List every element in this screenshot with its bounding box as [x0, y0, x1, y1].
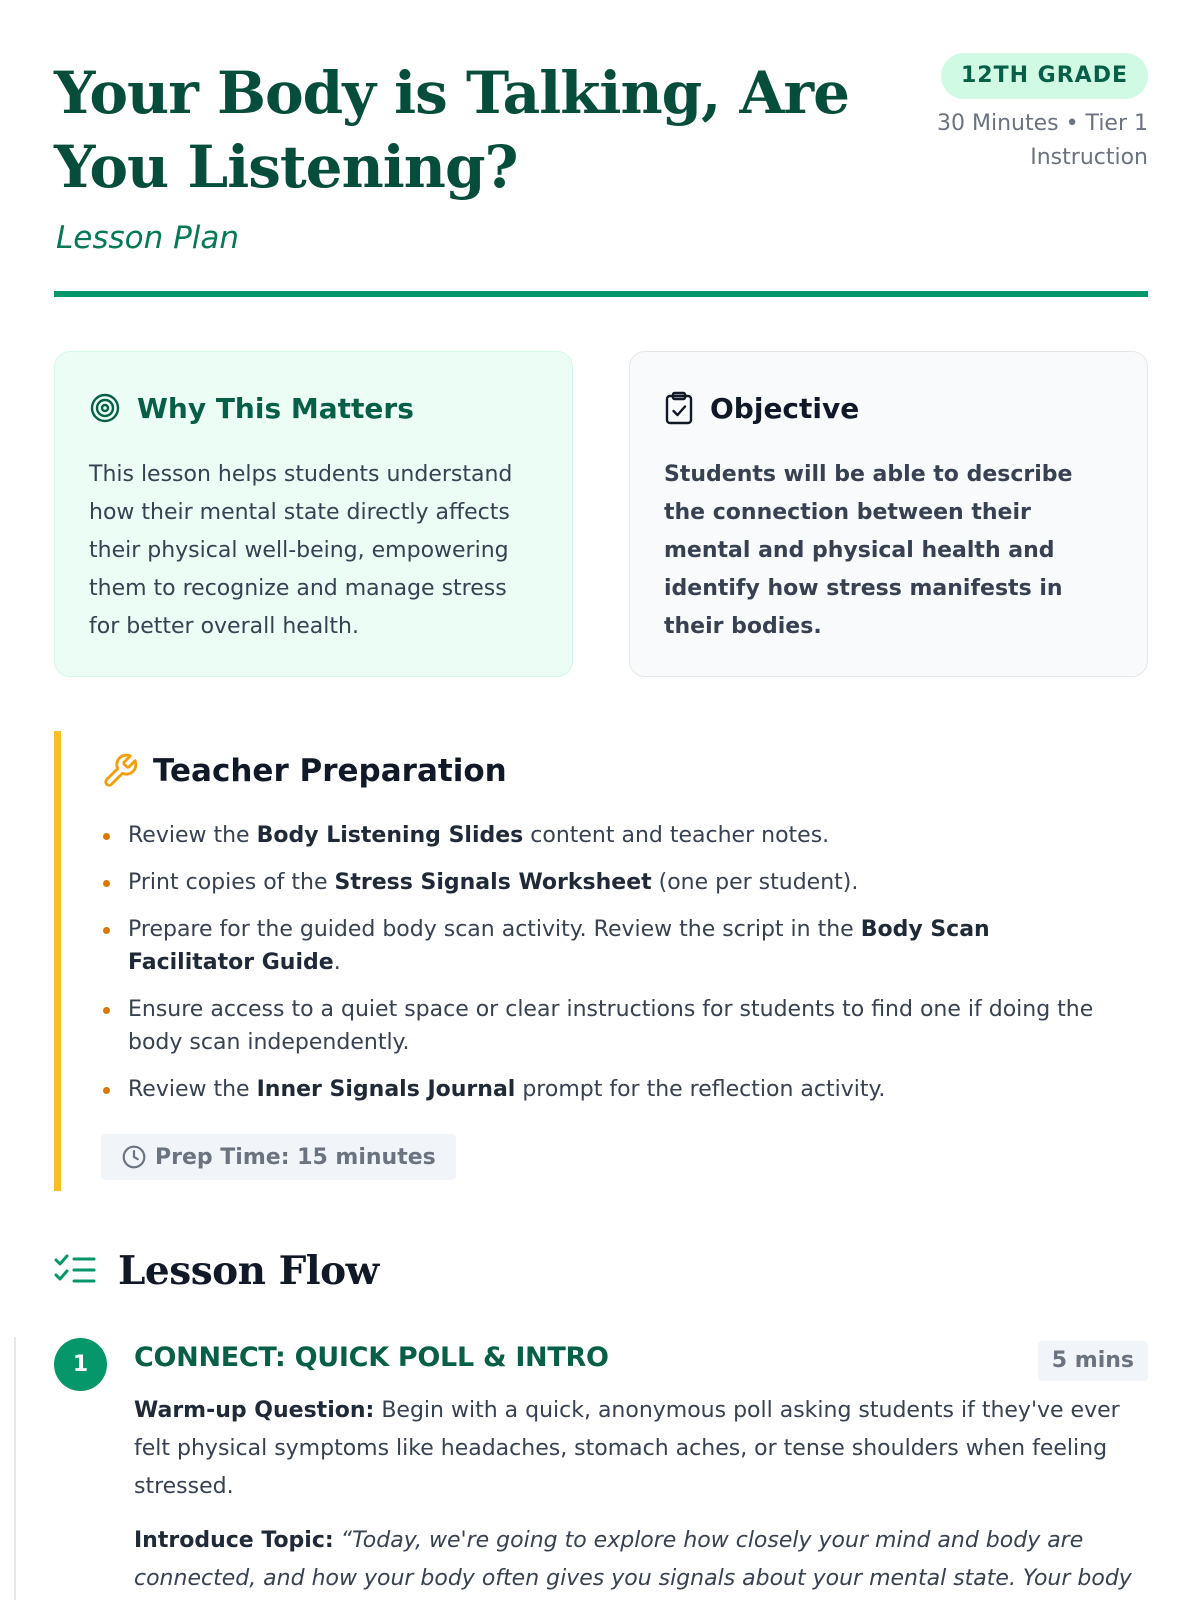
list-item: Review the Body Listening Slides content and teacher notes.	[101, 819, 1148, 852]
prep-title: Teacher Preparation	[153, 753, 507, 789]
why-card-title: Why This Matters	[137, 391, 414, 425]
list-item: Print copies of the Stress Signals Worksheet (one per student).	[101, 866, 1148, 899]
timeline-line	[14, 1337, 16, 1600]
list-item: Review the Inner Signals Journal prompt for the reflection activity.	[101, 1073, 1148, 1106]
objective-card-text: Students will be able to describe the connection between their mental and physical health and identify how stress manifests in their bodies.	[664, 462, 1073, 639]
target-icon	[89, 392, 121, 424]
objective-card	[629, 351, 1148, 677]
clock-icon	[121, 1144, 147, 1170]
lesson-flow-header	[54, 1245, 379, 1297]
prep-header	[101, 749, 1148, 793]
page-title: Your Body is Talking, Are You Listening?	[54, 59, 850, 201]
intro-paragraph: Introduce Topic: “Today, we're going to explore how closely your mind and body are connected, and how your body often gives you signals about your mental state. Your body	[134, 1528, 1132, 1591]
prep-time-label: Prep Time: 15 minutes	[155, 1144, 436, 1170]
objective-card-header	[664, 388, 1113, 428]
prep-time-badge	[101, 1134, 456, 1180]
why-this-matters-card	[54, 351, 573, 677]
list-item: Ensure access to a quiet space or clear instructions for students to find one if doing the body scan independently.	[101, 993, 1148, 1059]
lesson-flow-title: Lesson Flow	[118, 1248, 379, 1294]
lesson-plan-page	[54, 0, 1148, 1294]
prep-list	[101, 819, 1148, 1106]
wrench-icon	[101, 752, 139, 790]
step-title: CONNECT: QUICK POLL & INTRO	[134, 1342, 609, 1373]
header	[54, 0, 1148, 300]
step-body	[134, 1392, 1144, 1600]
why-card-text: This lesson helps students understand how their mental state directly affects their physical well-being, empowering them to recognize and manage stress for better overall health.	[89, 462, 513, 639]
why-card-header	[89, 388, 538, 428]
warmup-paragraph: Warm-up Question: Begin with a quick, anonymous poll asking students if they've ever felt physical symptoms like headaches, stomach aches, or tense shoulders when feeling stressed.	[134, 1398, 1120, 1499]
page-subtitle: Lesson Plan	[56, 220, 240, 256]
clipboard-check-icon	[664, 391, 694, 425]
step-number: 1	[54, 1338, 107, 1391]
step-duration-badge: 5 mins	[1038, 1341, 1148, 1381]
objective-card-title: Objective	[710, 391, 860, 425]
lesson-meta: 30 Minutes • Tier 1 Instruction	[937, 111, 1148, 170]
teacher-preparation-section	[54, 731, 1148, 1191]
grade-badge: 12TH GRADE	[941, 53, 1148, 99]
list-check-icon	[54, 1253, 96, 1289]
header-divider	[54, 291, 1148, 297]
list-item: Prepare for the guided body scan activity. Review the script in the Body Scan Facilitator Guide.	[101, 913, 1148, 979]
